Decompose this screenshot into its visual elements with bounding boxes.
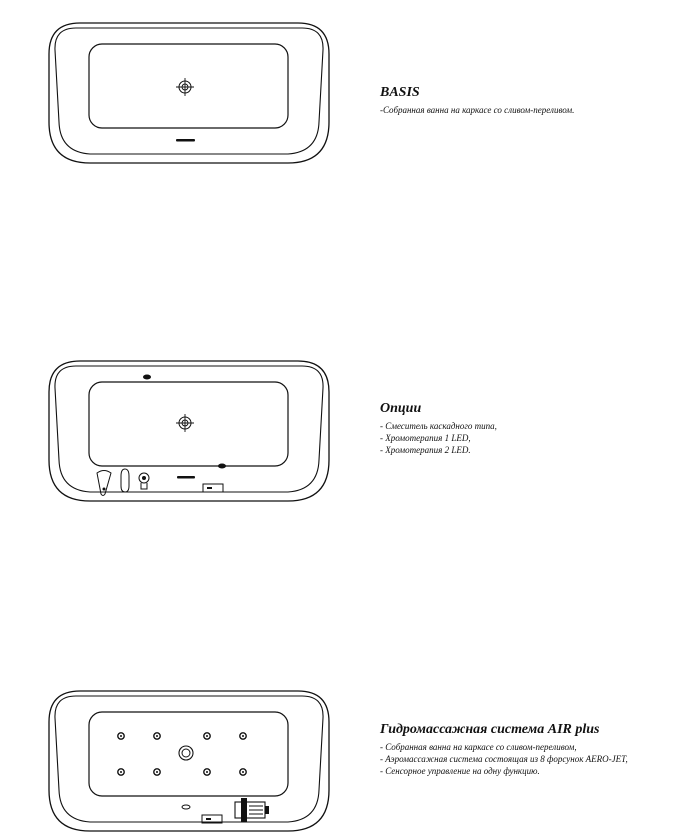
- bathtub-drawing-air-plus: [48, 690, 330, 832]
- aero-jet-nozzle-icon: [154, 733, 160, 739]
- section-line: - Аэромассажная система состоящая из 8 форсунок AERO-JET,: [380, 754, 628, 764]
- aero-jet-nozzle-icon: [240, 733, 246, 739]
- aero-jet-nozzle-icon: [118, 769, 124, 775]
- air-blower-icon: [235, 798, 269, 822]
- drain-icon: [176, 78, 194, 96]
- section-line: - Хромотерапия 1 LED,: [380, 433, 471, 443]
- section-air-plus: [380, 721, 670, 777]
- control-panel-icon: [203, 484, 223, 492]
- bathtub-drawing-options: [48, 360, 330, 502]
- section-line: - Хромотерапия 2 LED.: [380, 445, 471, 455]
- section-title: BASIS: [380, 85, 420, 100]
- section-line: - Сенсорное управление на одну функцию.: [380, 766, 540, 776]
- led-light-icon: [143, 375, 151, 380]
- aero-jet-nozzle-icon: [240, 769, 246, 775]
- overflow-icon: [182, 805, 190, 809]
- aero-jet-nozzle-icon: [204, 769, 210, 775]
- aero-jet-nozzle-icon: [118, 733, 124, 739]
- section-line: - Собранная ванна на каркасе со сливом-переливом,: [380, 742, 577, 752]
- section-basis: [380, 84, 670, 116]
- led-light-icon: [218, 464, 226, 469]
- section-line: -Собранная ванна на каркасе со сливом-переливом.: [380, 105, 575, 115]
- aero-jet-nozzle-icon: [204, 733, 210, 739]
- section-title: Опции: [380, 401, 422, 416]
- section-options: [380, 400, 670, 456]
- drain-icon: [176, 414, 194, 432]
- bathtub-drawing-basis: [48, 22, 330, 164]
- overflow-slot-icon: [176, 139, 195, 142]
- section-title: Гидромассажная система AIR plus: [380, 722, 600, 737]
- section-line: - Смеситель каскадного типа,: [380, 421, 497, 431]
- drain-icon: [179, 746, 193, 760]
- overflow-slot-icon: [177, 476, 195, 479]
- aero-jet-nozzle-icon: [154, 769, 160, 775]
